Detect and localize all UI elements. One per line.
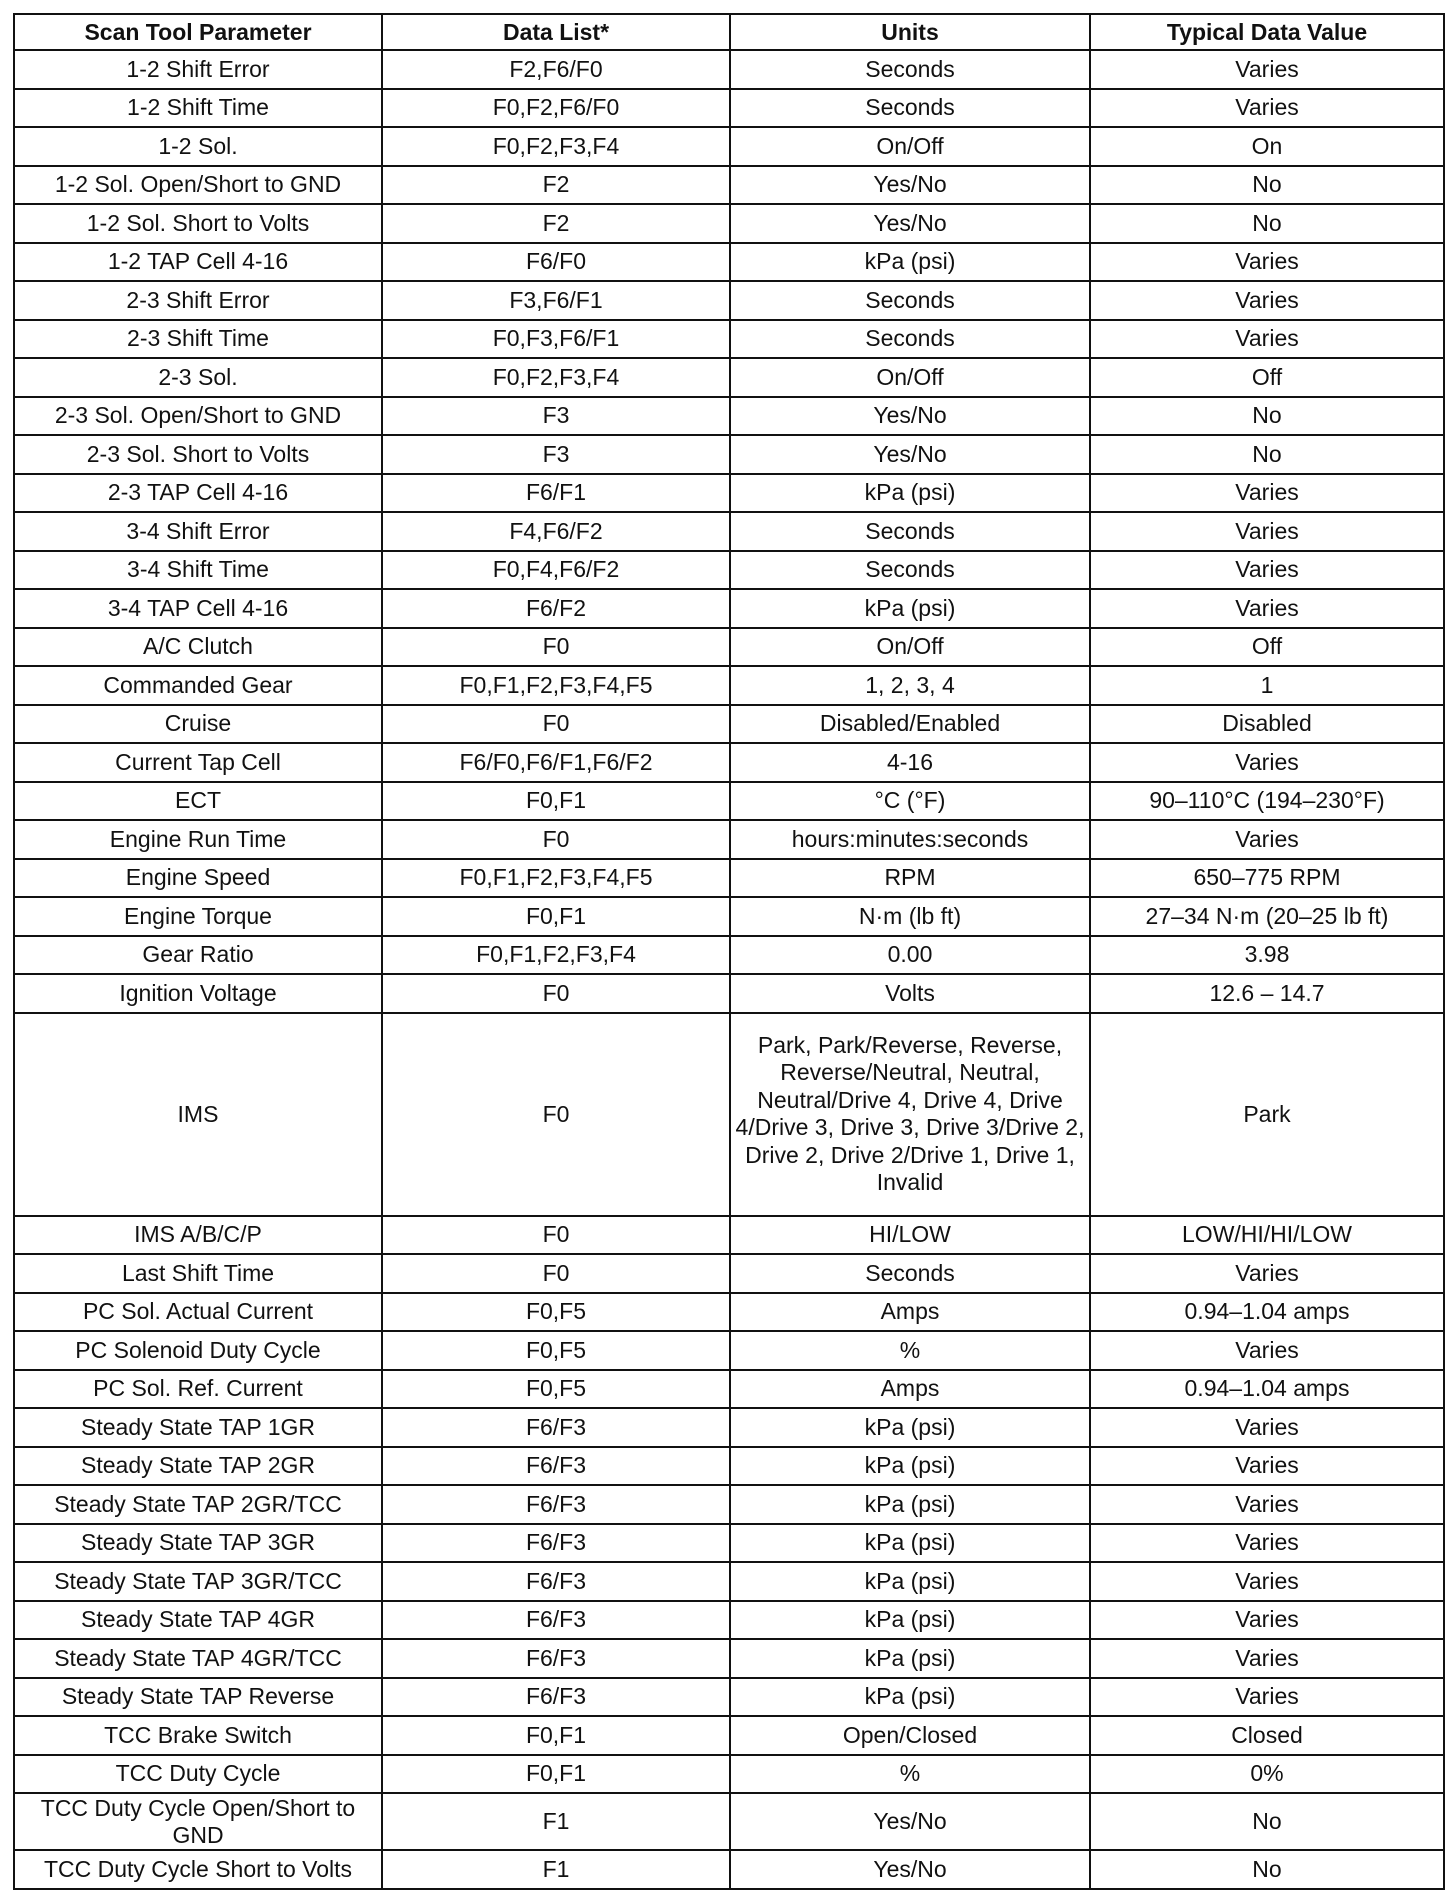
typical-value-cell: Varies	[1090, 1601, 1444, 1640]
typical-value-cell: Varies	[1090, 1408, 1444, 1447]
table-row	[14, 628, 1444, 667]
typical-value-cell: 0%	[1090, 1755, 1444, 1794]
units-cell: RPM	[730, 859, 1090, 898]
table-row	[14, 1793, 1444, 1850]
data-list-cell: F0	[382, 820, 730, 859]
data-list-cell: F1	[382, 1850, 730, 1889]
table-row	[14, 1850, 1444, 1889]
parameter-cell: Ignition Voltage	[14, 974, 382, 1013]
table-row	[14, 1716, 1444, 1755]
table-row	[14, 782, 1444, 821]
table-row	[14, 397, 1444, 436]
typical-value-cell: 650–775 RPM	[1090, 859, 1444, 898]
units-cell: %	[730, 1331, 1090, 1370]
units-cell: Seconds	[730, 50, 1090, 89]
table-row	[14, 1293, 1444, 1332]
data-list-cell: F0	[382, 705, 730, 744]
data-list-cell: F0,F3,F6/F1	[382, 320, 730, 359]
parameter-cell: Engine Torque	[14, 897, 382, 936]
parameter-cell: TCC Brake Switch	[14, 1716, 382, 1755]
units-cell: Seconds	[730, 512, 1090, 551]
data-list-cell: F1	[382, 1793, 730, 1850]
table-row	[14, 1485, 1444, 1524]
table-row	[14, 166, 1444, 205]
typical-value-cell: 1	[1090, 666, 1444, 705]
parameter-cell: TCC Duty Cycle	[14, 1755, 382, 1794]
units-cell: 0.00	[730, 936, 1090, 975]
typical-value-cell: Varies	[1090, 1524, 1444, 1563]
typical-value-cell: No	[1090, 1793, 1444, 1850]
table-row	[14, 204, 1444, 243]
table-row	[14, 1562, 1444, 1601]
units-cell: Open/Closed	[730, 1716, 1090, 1755]
table-header-row	[14, 14, 1444, 50]
units-cell: Yes/No	[730, 1793, 1090, 1850]
table-row	[14, 89, 1444, 128]
parameter-cell: 1-2 Shift Error	[14, 50, 382, 89]
parameter-cell: 2-3 Shift Error	[14, 281, 382, 320]
data-list-cell: F2,F6/F0	[382, 50, 730, 89]
table-row	[14, 1601, 1444, 1640]
table-row	[14, 1755, 1444, 1794]
parameter-cell: Last Shift Time	[14, 1254, 382, 1293]
parameter-cell: Steady State TAP 3GR	[14, 1524, 382, 1563]
typical-value-cell: Varies	[1090, 1562, 1444, 1601]
typical-value-cell: Varies	[1090, 50, 1444, 89]
parameter-cell: Steady State TAP 3GR/TCC	[14, 1562, 382, 1601]
parameter-cell: ECT	[14, 782, 382, 821]
typical-value-cell: Off	[1090, 628, 1444, 667]
parameter-cell: PC Solenoid Duty Cycle	[14, 1331, 382, 1370]
table-row	[14, 974, 1444, 1013]
parameter-cell: 2-3 TAP Cell 4-16	[14, 474, 382, 513]
typical-value-cell: Varies	[1090, 1485, 1444, 1524]
parameter-cell: 2-3 Sol. Open/Short to GND	[14, 397, 382, 436]
table-row	[14, 358, 1444, 397]
units-cell: N·m (lb ft)	[730, 897, 1090, 936]
data-list-cell: F0,F1	[382, 782, 730, 821]
units-cell: kPa (psi)	[730, 243, 1090, 282]
typical-value-cell: Varies	[1090, 320, 1444, 359]
data-list-cell: F6/F3	[382, 1562, 730, 1601]
table-row	[14, 1216, 1444, 1255]
units-cell: 1, 2, 3, 4	[730, 666, 1090, 705]
table-row	[14, 243, 1444, 282]
units-cell: HI/LOW	[730, 1216, 1090, 1255]
units-cell: kPa (psi)	[730, 1408, 1090, 1447]
typical-value-cell: Park	[1090, 1013, 1444, 1216]
units-cell: Yes/No	[730, 1850, 1090, 1889]
parameter-cell: Engine Speed	[14, 859, 382, 898]
parameter-cell: Cruise	[14, 705, 382, 744]
units-cell: Seconds	[730, 320, 1090, 359]
parameter-cell: Steady State TAP Reverse	[14, 1678, 382, 1717]
units-cell: Seconds	[730, 89, 1090, 128]
data-list-cell: F0,F2,F3,F4	[382, 358, 730, 397]
table-row	[14, 1408, 1444, 1447]
table-row	[14, 936, 1444, 975]
data-list-cell: F3,F6/F1	[382, 281, 730, 320]
data-list-cell: F0	[382, 1254, 730, 1293]
units-cell: hours:minutes:seconds	[730, 820, 1090, 859]
header-units: Units	[730, 14, 1090, 50]
table-row	[14, 435, 1444, 474]
table-row	[14, 705, 1444, 744]
typical-value-cell: Varies	[1090, 1678, 1444, 1717]
data-list-cell: F6/F2	[382, 589, 730, 628]
typical-value-cell: Varies	[1090, 1639, 1444, 1678]
parameter-cell: 3-4 Shift Error	[14, 512, 382, 551]
units-cell: Amps	[730, 1370, 1090, 1409]
data-list-cell: F0,F5	[382, 1293, 730, 1332]
parameter-cell: 2-3 Sol.	[14, 358, 382, 397]
parameter-cell: Current Tap Cell	[14, 743, 382, 782]
parameter-cell: 3-4 TAP Cell 4-16	[14, 589, 382, 628]
typical-value-cell: 3.98	[1090, 936, 1444, 975]
table-row	[14, 1524, 1444, 1563]
parameter-cell: 2-3 Sol. Short to Volts	[14, 435, 382, 474]
parameter-cell: Steady State TAP 4GR/TCC	[14, 1639, 382, 1678]
typical-value-cell: Varies	[1090, 1331, 1444, 1370]
table-row	[14, 512, 1444, 551]
data-list-cell: F0	[382, 974, 730, 1013]
typical-value-cell: 0.94–1.04 amps	[1090, 1370, 1444, 1409]
table-row	[14, 897, 1444, 936]
typical-value-cell: Varies	[1090, 474, 1444, 513]
parameter-cell: Steady State TAP 4GR	[14, 1601, 382, 1640]
table-row	[14, 1254, 1444, 1293]
typical-value-cell: 27–34 N·m (20–25 lb ft)	[1090, 897, 1444, 936]
table-row	[14, 127, 1444, 166]
units-cell: Amps	[730, 1293, 1090, 1332]
table-row	[14, 551, 1444, 590]
typical-value-cell: Varies	[1090, 589, 1444, 628]
data-list-cell: F0,F1	[382, 1716, 730, 1755]
data-list-cell: F6/F0,F6/F1,F6/F2	[382, 743, 730, 782]
table-row	[14, 1013, 1444, 1216]
table-row	[14, 281, 1444, 320]
units-cell: On/Off	[730, 358, 1090, 397]
units-cell: %	[730, 1755, 1090, 1794]
data-list-cell: F6/F1	[382, 474, 730, 513]
typical-value-cell: Varies	[1090, 551, 1444, 590]
typical-value-cell: No	[1090, 435, 1444, 474]
parameter-cell: Steady State TAP 2GR	[14, 1447, 382, 1486]
typical-value-cell: Varies	[1090, 743, 1444, 782]
data-list-cell: F0,F5	[382, 1370, 730, 1409]
data-list-cell: F6/F3	[382, 1524, 730, 1563]
data-list-cell: F2	[382, 166, 730, 205]
units-cell: kPa (psi)	[730, 1447, 1090, 1486]
data-list-cell: F6/F3	[382, 1447, 730, 1486]
table-row	[14, 1678, 1444, 1717]
parameter-cell: PC Sol. Ref. Current	[14, 1370, 382, 1409]
typical-value-cell: No	[1090, 204, 1444, 243]
header-scan-tool-parameter: Scan Tool Parameter	[14, 14, 382, 50]
typical-value-cell: 12.6 – 14.7	[1090, 974, 1444, 1013]
units-cell: kPa (psi)	[730, 1524, 1090, 1563]
parameter-cell: 1-2 Shift Time	[14, 89, 382, 128]
parameter-cell: 1-2 Sol. Short to Volts	[14, 204, 382, 243]
units-cell: kPa (psi)	[730, 1639, 1090, 1678]
parameter-cell: 3-4 Shift Time	[14, 551, 382, 590]
typical-value-cell: Varies	[1090, 1447, 1444, 1486]
parameter-cell: TCC Duty Cycle Short to Volts	[14, 1850, 382, 1889]
typical-value-cell: No	[1090, 166, 1444, 205]
data-list-cell: F0,F1,F2,F3,F4	[382, 936, 730, 975]
typical-value-cell: On	[1090, 127, 1444, 166]
units-cell: Park, Park/Reverse, Reverse, Reverse/Neutral, Neutral, Neutral/Drive 4, Drive 4, Drive 4/Drive 3, Drive 3, Drive 3/Drive 2, Drive 2, Drive 2/Drive 1, Drive 1, Invalid	[730, 1013, 1090, 1216]
table-row	[14, 820, 1444, 859]
table-row	[14, 1447, 1444, 1486]
data-list-cell: F0	[382, 628, 730, 667]
units-cell: kPa (psi)	[730, 1562, 1090, 1601]
parameter-cell: TCC Duty Cycle Open/Short to GND	[14, 1793, 382, 1850]
units-cell: On/Off	[730, 127, 1090, 166]
typical-value-cell: Varies	[1090, 1254, 1444, 1293]
typical-value-cell: Varies	[1090, 281, 1444, 320]
parameter-cell: 1-2 TAP Cell 4-16	[14, 243, 382, 282]
data-list-cell: F2	[382, 204, 730, 243]
units-cell: Yes/No	[730, 166, 1090, 205]
data-list-cell: F6/F3	[382, 1639, 730, 1678]
data-list-cell: F0,F1,F2,F3,F4,F5	[382, 859, 730, 898]
units-cell: kPa (psi)	[730, 1485, 1090, 1524]
data-list-cell: F6/F3	[382, 1678, 730, 1717]
data-list-cell: F0,F2,F3,F4	[382, 127, 730, 166]
data-list-cell: F0,F5	[382, 1331, 730, 1370]
table-row	[14, 666, 1444, 705]
table-row	[14, 320, 1444, 359]
typical-value-cell: Varies	[1090, 89, 1444, 128]
table-row	[14, 743, 1444, 782]
table-row	[14, 1331, 1444, 1370]
data-list-cell: F4,F6/F2	[382, 512, 730, 551]
parameter-cell: Gear Ratio	[14, 936, 382, 975]
data-list-cell: F0,F1	[382, 897, 730, 936]
units-cell: °C (°F)	[730, 782, 1090, 821]
typical-value-cell: 90–110°C (194–230°F)	[1090, 782, 1444, 821]
typical-value-cell: 0.94–1.04 amps	[1090, 1293, 1444, 1332]
units-cell: Volts	[730, 974, 1090, 1013]
units-cell: Yes/No	[730, 204, 1090, 243]
typical-value-cell: Off	[1090, 358, 1444, 397]
parameter-cell: IMS A/B/C/P	[14, 1216, 382, 1255]
data-list-cell: F3	[382, 435, 730, 474]
units-cell: kPa (psi)	[730, 1678, 1090, 1717]
data-list-cell: F6/F3	[382, 1485, 730, 1524]
scan-tool-data-table	[13, 13, 1445, 1890]
data-list-cell: F0,F1,F2,F3,F4,F5	[382, 666, 730, 705]
units-cell: On/Off	[730, 628, 1090, 667]
table-row	[14, 1639, 1444, 1678]
parameter-cell: PC Sol. Actual Current	[14, 1293, 382, 1332]
units-cell: Yes/No	[730, 435, 1090, 474]
data-list-cell: F0	[382, 1216, 730, 1255]
data-list-cell: F0	[382, 1013, 730, 1216]
table-row	[14, 589, 1444, 628]
typical-value-cell: No	[1090, 397, 1444, 436]
data-list-cell: F6/F3	[382, 1408, 730, 1447]
parameter-cell: A/C Clutch	[14, 628, 382, 667]
units-cell: Disabled/Enabled	[730, 705, 1090, 744]
typical-value-cell: Varies	[1090, 512, 1444, 551]
parameter-cell: IMS	[14, 1013, 382, 1216]
parameter-cell: 1-2 Sol.	[14, 127, 382, 166]
parameter-cell: Commanded Gear	[14, 666, 382, 705]
table-row	[14, 50, 1444, 89]
typical-value-cell: Varies	[1090, 243, 1444, 282]
typical-value-cell: Disabled	[1090, 705, 1444, 744]
data-list-cell: F0,F1	[382, 1755, 730, 1794]
typical-value-cell: Closed	[1090, 1716, 1444, 1755]
units-cell: kPa (psi)	[730, 474, 1090, 513]
table-row	[14, 474, 1444, 513]
units-cell: kPa (psi)	[730, 1601, 1090, 1640]
units-cell: Seconds	[730, 281, 1090, 320]
typical-value-cell: No	[1090, 1850, 1444, 1889]
header-typical-data-value: Typical Data Value	[1090, 14, 1444, 50]
typical-value-cell: Varies	[1090, 820, 1444, 859]
units-cell: Yes/No	[730, 397, 1090, 436]
typical-value-cell: LOW/HI/HI/LOW	[1090, 1216, 1444, 1255]
data-list-cell: F0,F4,F6/F2	[382, 551, 730, 590]
units-cell: Seconds	[730, 551, 1090, 590]
data-list-cell: F6/F0	[382, 243, 730, 282]
table-row	[14, 859, 1444, 898]
units-cell: 4-16	[730, 743, 1090, 782]
units-cell: kPa (psi)	[730, 589, 1090, 628]
table-row	[14, 1370, 1444, 1409]
parameter-cell: Steady State TAP 1GR	[14, 1408, 382, 1447]
data-list-cell: F6/F3	[382, 1601, 730, 1640]
data-list-cell: F0,F2,F6/F0	[382, 89, 730, 128]
data-list-cell: F3	[382, 397, 730, 436]
parameter-cell: Engine Run Time	[14, 820, 382, 859]
parameter-cell: 2-3 Shift Time	[14, 320, 382, 359]
parameter-cell: 1-2 Sol. Open/Short to GND	[14, 166, 382, 205]
units-cell: Seconds	[730, 1254, 1090, 1293]
header-data-list: Data List*	[382, 14, 730, 50]
parameter-cell: Steady State TAP 2GR/TCC	[14, 1485, 382, 1524]
